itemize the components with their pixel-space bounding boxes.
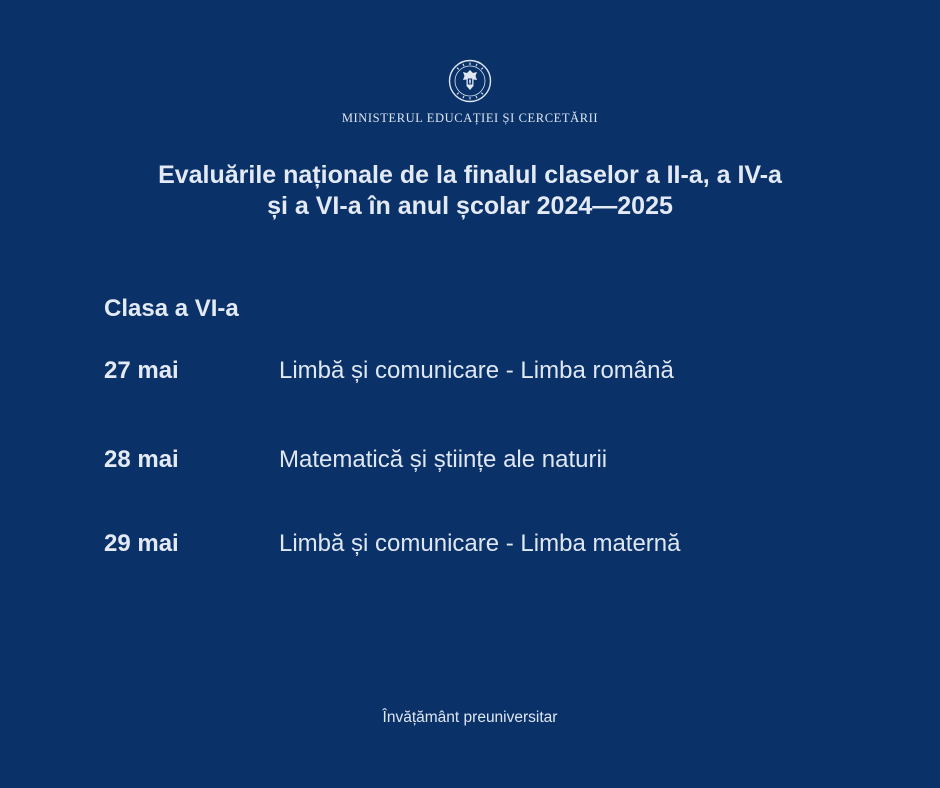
title-line-1: Evaluările naționale de la finalul claselor a II-a, a IV-a: [158, 161, 782, 189]
exam-row: [104, 530, 864, 562]
exam-subject: Limbă și comunicare - Limba maternă: [279, 530, 681, 557]
exam-row: [104, 357, 864, 389]
exam-date: 27 mai: [104, 357, 179, 384]
exam-date: 28 mai: [104, 446, 179, 473]
title-line-2: și a VI-a în anul școlar 2024—2025: [267, 192, 673, 220]
exam-subject: Matematică și științe ale naturii: [279, 446, 608, 473]
page-title: [70, 160, 870, 222]
exam-subject: Limbă și comunicare - Limba română: [279, 357, 674, 384]
exam-row: [104, 446, 864, 478]
government-seal-icon: [448, 59, 492, 103]
exam-date: 29 mai: [104, 530, 179, 557]
footer-label: Învățământ preuniversitar: [382, 709, 558, 726]
ministry-name: MINISTERUL EDUCAȚIEI ȘI CERCETĂRII: [341, 111, 599, 125]
class-heading: Clasa a VI-a: [104, 295, 239, 322]
